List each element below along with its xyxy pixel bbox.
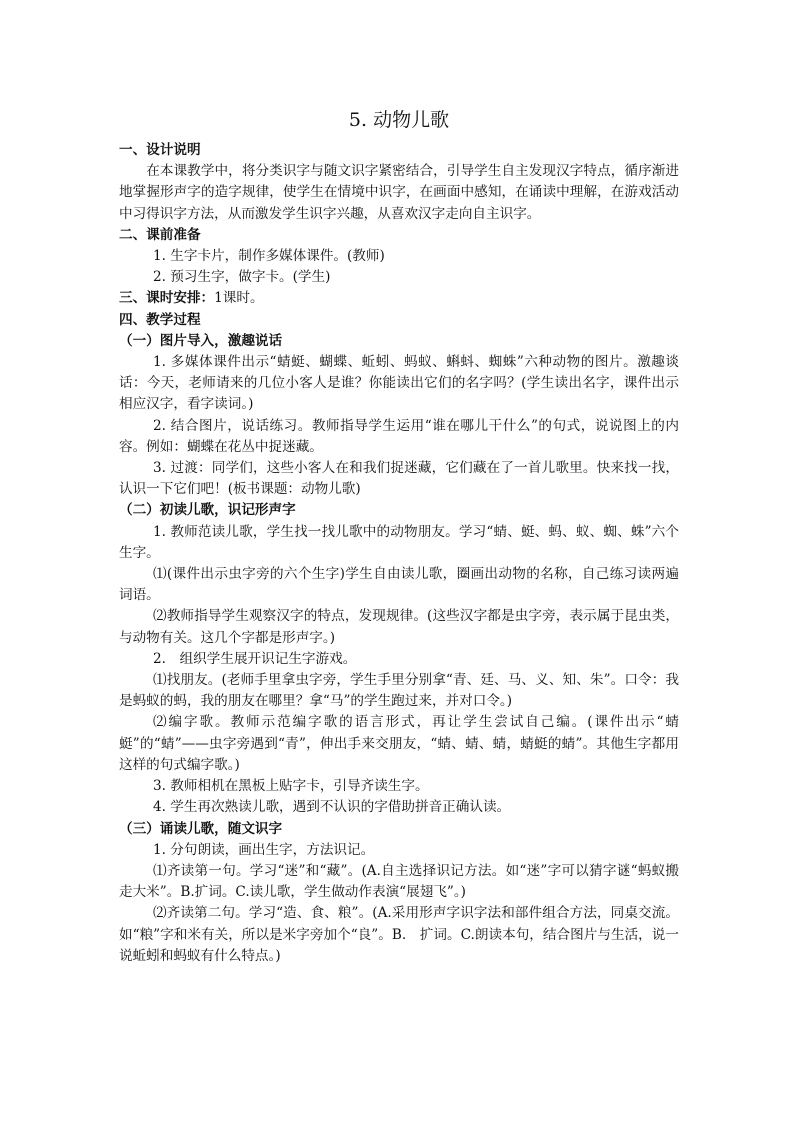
paragraph-recite-1: 1. 分句朗读，画出生字，方法识记。 — [153, 841, 375, 858]
paragraph-reading-1a: ⑴(课件出示虫字旁的六个生字)学生自由读儿歌，圈画出动物的名称，自己练习读两遍词语。 — [119, 566, 679, 604]
list-item-prep-1: 1. 生字卡片，制作多媒体课件。(教师) — [153, 248, 385, 265]
section-heading-process: 四、教学过程 — [119, 311, 201, 328]
paragraph-reading-1: 1. 教师范读儿歌，学生找一找儿歌中的动物朋友。学习“蜻、蜓、蚂、蚁、蜘、蛛”六个生字。 — [119, 523, 679, 561]
paragraph-intro-3: 3. 过渡：同学们，这些小客人在和我们捉迷藏，它们藏在了一首儿歌里。快来找一找，认识一下它们吧！(板书课题：动物儿歌) — [119, 460, 679, 498]
paragraph-reading-1b: ⑵教师指导学生观察汉字的特点，发现规律。(这些汉字都是虫字旁，表示属于昆虫类，与动物有关。这几个字都是形声字。) — [119, 608, 679, 646]
section-schedule — [119, 288, 679, 309]
section-heading-schedule: 三、课时安排： — [119, 290, 215, 307]
paragraph-reading-3: 3. 教师相机在黑板上贴字卡，引导齐读生字。 — [153, 778, 429, 795]
paragraph-recite-1a: ⑴齐读第一句。学习“迷”和“藏”。(A.自主选择识记方法。如“迷”字可以猜字谜“蚂蚁搬走大米”。B.扩词。C.读儿歌，学生做动作表演“展翅飞”。) — [119, 862, 679, 901]
paragraph-reading-2a: ⑴找朋友。(老师手里拿虫字旁，学生手里分别拿“青、廷、马、义、知、朱”。口令：我是蚂蚁的蚂，我的朋友在哪里？拿“马”的学生跑过来，并对口令。) — [119, 672, 679, 710]
document-title: 5. 动物儿歌 — [348, 109, 450, 131]
paragraph-intro-1: 1. 多媒体课件出示“蜻蜓、蝴蝶、蚯蚓、蚂蚁、蝌蚪、蜘蛛”六种动物的图片。激趣谈话：今天，老师请来的几位小客人是谁？你能读出它们的名字吗？(学生读出名字，课件出示相应汉字，看字读词。) — [119, 354, 679, 413]
paragraph-reading-2: 2. 组织学生展开识记生字游戏。 — [153, 650, 357, 667]
paragraph-reading-2b: ⑵编字歌。教师示范编字歌的语言形式，再让学生尝试自己编。(课件出示“蜻蜓”的“蜻”——虫字旁遇到“青”，伸出手来交朋友，“蜻、蜻、蜻，蜻蜓的蜻”。其他生字都用这样的句式编字歌。) — [119, 714, 679, 773]
paragraph-intro-2: 2. 结合图片，说话练习。教师指导学生运用“谁在哪儿干什么”的句式，说说图上的内容。例如：蝴蝶在花丛中捉迷藏。 — [119, 417, 679, 455]
paragraph-reading-4: 4. 学生再次熟读儿歌，遇到不认识的字借助拼音正确认读。 — [153, 799, 511, 816]
subsection-heading-intro: （一）图片导入，激趣说话 — [119, 332, 283, 349]
schedule-value: 1课时。 — [214, 290, 264, 307]
subsection-heading-recitation: （三）诵读儿歌，随文识字 — [119, 820, 283, 837]
paragraph-recite-1b: ⑵齐读第二句。学习“造、食、粮”。(A.采用形声字识字法和部件组合方法，同桌交流。如“粮”字和米有关，所以是米字旁加个“良”。B. 扩词。C.朗读本句，结合图片与生活，说一说蚯蚓和蚂蚁有什么特点。) — [119, 905, 679, 964]
list-item-prep-2: 2. 预习生字，做字卡。(学生) — [153, 269, 331, 286]
section-heading-design: 一、设计说明 — [119, 142, 201, 158]
paragraph-design-description: 在本课教学中，将分类识字与随文识字紧密结合，引导学生自主发现汉字特点，循序渐进地掌握形声字的造字规律，使学生在情境中识字，在画面中感知，在诵读中理解，在游戏活动中习得识字方法，从而激发学生识字兴趣，从喜欢汉字走向自主识字。 — [119, 163, 679, 222]
subsection-heading-first-reading: （二）初读儿歌，识记形声字 — [119, 502, 296, 519]
document-page — [119, 108, 679, 967]
section-heading-preparation: 二、课前准备 — [119, 226, 201, 243]
